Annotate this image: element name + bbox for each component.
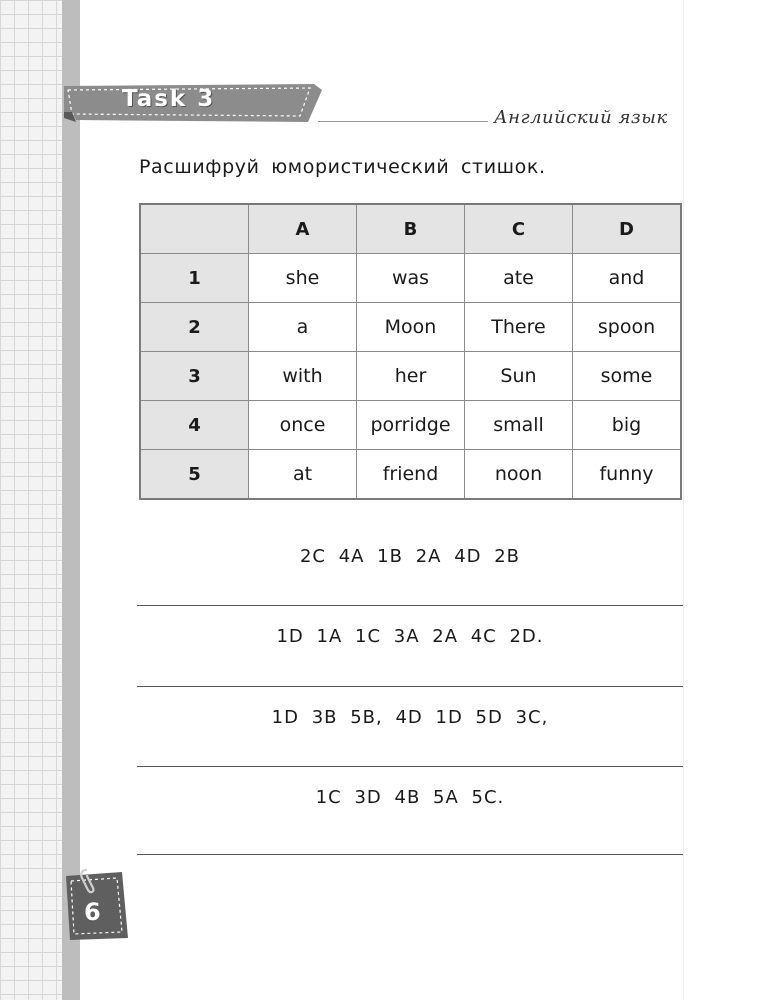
table-cell: porridge [357,401,465,450]
table-row [140,401,681,450]
table-corner [140,204,249,254]
grid-margin [0,0,66,1000]
row-header: 3 [140,352,249,401]
table-cell: There [465,303,573,352]
answer-line-1 [137,605,683,606]
subject-divider [318,121,488,122]
table-row [140,352,681,401]
row-header: 1 [140,254,249,303]
margin-strip [62,0,80,1000]
table-cell: Moon [357,303,465,352]
table-cell: spoon [573,303,682,352]
subject-title: Английский язык [494,107,668,128]
table-cell: Sun [465,352,573,401]
table-row [140,450,681,500]
page-number-tag [64,868,134,948]
table-cell: big [573,401,682,450]
task-banner [64,82,322,122]
table-cell: was [357,254,465,303]
code-line-4: 1C 3D 4B 5A 5C. [315,787,505,808]
table-cell: and [573,254,682,303]
code-line-3: 1D 3B 5B, 4D 1D 5D 3C, [271,707,549,728]
task-instruction: Расшифруй юмористический стишок. [139,156,546,178]
table-cell: small [465,401,573,450]
row-header: 2 [140,303,249,352]
code-line-2: 1D 1A 1C 3A 2A 4C 2D. [276,626,544,647]
column-header: A [249,204,357,254]
table-row [140,254,681,303]
table-cell: her [357,352,465,401]
column-header: D [573,204,682,254]
column-header: B [357,204,465,254]
table-cell: with [249,352,357,401]
table-header-row [140,204,681,254]
table-cell: noon [465,450,573,500]
table-cell: at [249,450,357,500]
task-label: Task 3 [122,86,216,112]
page-edge [683,0,759,1000]
answer-line-3 [137,766,683,767]
row-header: 4 [140,401,249,450]
cipher-table [139,203,682,500]
table-cell: friend [357,450,465,500]
table-cell: funny [573,450,682,500]
answer-line-2 [137,686,683,687]
table-cell: once [249,401,357,450]
table-cell: a [249,303,357,352]
page-number: 6 [84,898,101,926]
table-cell: she [249,254,357,303]
table-cell: ate [465,254,573,303]
table-cell: some [573,352,682,401]
answer-line-4 [137,854,683,855]
column-header: C [465,204,573,254]
row-header: 5 [140,450,249,500]
table-row [140,303,681,352]
code-line-1: 2C 4A 1B 2A 4D 2B [299,546,521,567]
